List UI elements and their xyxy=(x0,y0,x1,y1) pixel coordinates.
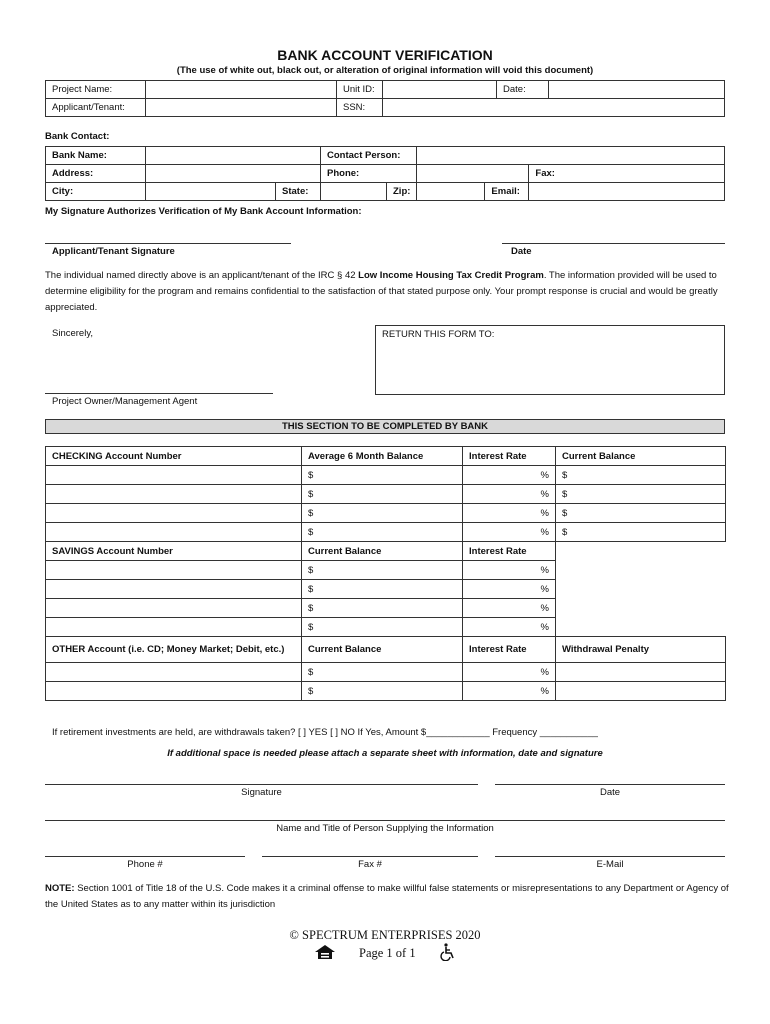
project-owner-label: Project Owner/Management Agent xyxy=(52,396,198,407)
bank-date-line[interactable] xyxy=(495,784,725,785)
bank-signature-line[interactable] xyxy=(45,784,478,785)
applicant-info-table xyxy=(45,80,725,117)
project-name-label: Project Name: xyxy=(46,81,146,99)
state-field[interactable] xyxy=(321,183,387,201)
name-title-label: Name and Title of Person Supplying the Information xyxy=(276,823,494,834)
return-form-label: RETURN THIS FORM TO: xyxy=(382,329,495,340)
wheelchair-icon xyxy=(440,943,456,961)
checking-row xyxy=(46,466,726,485)
owner-signature-line[interactable] xyxy=(45,393,273,394)
checking-avg-balance-field[interactable]: $ xyxy=(302,485,463,504)
paragraph-part2: . The information provided will be used to determine eligibility for the program and remains confidential to the satisfaction of that stated purpose only. Your prompt response is crucial and would be greatly appreciated. xyxy=(45,270,718,313)
ssn-label: SSN: xyxy=(337,99,383,117)
checking-current-balance-field[interactable]: $ xyxy=(556,485,726,504)
checking-interest-field[interactable]: % xyxy=(463,485,556,504)
applicant-date-line[interactable] xyxy=(502,243,725,244)
email-line[interactable] xyxy=(495,856,725,857)
phone-line[interactable] xyxy=(45,856,245,857)
phone-label-bottom: Phone # xyxy=(127,859,163,870)
savings-account-field[interactable] xyxy=(46,618,302,637)
zip-field[interactable] xyxy=(417,183,485,201)
checking-account-field[interactable] xyxy=(46,466,302,485)
checking-header: CHECKING Account Number xyxy=(46,447,302,466)
savings-balance-field[interactable]: $ xyxy=(302,580,463,599)
authorization-text: My Signature Authorizes Verification of My Bank Account Information: xyxy=(45,206,362,217)
savings-blank-area xyxy=(556,542,726,637)
savings-interest-field[interactable]: % xyxy=(463,599,556,618)
other-row xyxy=(46,682,726,701)
additional-space-note: If additional space is needed please attach a separate sheet with information, date and signature xyxy=(167,748,603,759)
checking-interest-header: Interest Rate xyxy=(463,447,556,466)
bank-contact-heading: Bank Contact: xyxy=(45,131,110,142)
name-title-line[interactable] xyxy=(45,820,725,821)
return-form-box[interactable] xyxy=(375,325,725,395)
checking-current-balance-field[interactable]: $ xyxy=(556,504,726,523)
checking-avg-balance-field[interactable]: $ xyxy=(302,504,463,523)
applicant-signature-label: Applicant/Tenant Signature xyxy=(52,246,175,257)
retirement-question: If retirement investments are held, are withdrawals taken? [ ] YES [ ] NO If Yes, Amount $____________ Frequency ___________ xyxy=(52,727,598,738)
phone-label: Phone: xyxy=(321,165,417,183)
savings-balance-field[interactable]: $ xyxy=(302,599,463,618)
applicant-signature-line[interactable] xyxy=(45,243,291,244)
other-withdrawal-penalty-header: Withdrawal Penalty xyxy=(556,637,726,663)
checking-interest-field[interactable]: % xyxy=(463,504,556,523)
program-paragraph xyxy=(45,268,730,316)
sincerely-text: Sincerely, xyxy=(52,328,94,339)
checking-account-field[interactable] xyxy=(46,504,302,523)
savings-account-field[interactable] xyxy=(46,599,302,618)
other-interest-header: Interest Rate xyxy=(463,637,556,663)
fax-label-bottom: Fax # xyxy=(358,859,382,870)
savings-account-field[interactable] xyxy=(46,561,302,580)
checking-account-field[interactable] xyxy=(46,523,302,542)
applicant-date-label: Date xyxy=(511,246,532,257)
other-balance-field[interactable]: $ xyxy=(302,663,463,682)
fax-line[interactable] xyxy=(262,856,478,857)
note-text: Section 1001 of Title 18 of the U.S. Code makes it a criminal offense to make willful false statements or misrepresentations to any Department or Agency of the United States as to any matter within its jurisdiction xyxy=(45,883,729,910)
equal-housing-icon xyxy=(314,944,336,960)
other-balance-field[interactable]: $ xyxy=(302,682,463,701)
other-interest-field[interactable]: % xyxy=(463,682,556,701)
email-field[interactable] xyxy=(529,183,725,201)
checking-current-balance-field[interactable]: $ xyxy=(556,523,726,542)
checking-interest-field[interactable]: % xyxy=(463,466,556,485)
copyright-text: © SPECTRUM ENTERPRISES 2020 xyxy=(289,928,481,942)
bank-accounts-table xyxy=(45,446,726,701)
page-subtitle: (The use of white out, black out, or alteration of original information will void this document) xyxy=(176,65,594,76)
other-account-field[interactable] xyxy=(46,663,302,682)
other-interest-field[interactable]: % xyxy=(463,663,556,682)
other-header: OTHER Account (i.e. CD; Money Market; Debit, etc.) xyxy=(46,637,302,663)
savings-interest-field[interactable]: % xyxy=(463,561,556,580)
bank-section-header: THIS SECTION TO BE COMPLETED BY BANK xyxy=(45,419,725,434)
other-row xyxy=(46,663,726,682)
address-label: Address: xyxy=(46,165,146,183)
checking-interest-field[interactable]: % xyxy=(463,523,556,542)
bank-name-field[interactable] xyxy=(146,147,321,165)
page-title: BANK ACCOUNT VERIFICATION xyxy=(277,47,493,63)
unit-id-label: Unit ID: xyxy=(337,81,383,99)
savings-interest-field[interactable]: % xyxy=(463,618,556,637)
other-penalty-field[interactable] xyxy=(556,663,726,682)
legal-note xyxy=(45,881,730,913)
checking-avg-balance-field[interactable]: $ xyxy=(302,466,463,485)
project-name-field[interactable] xyxy=(146,81,337,99)
zip-label: Zip: xyxy=(387,183,417,201)
checking-avg-balance-field[interactable]: $ xyxy=(302,523,463,542)
savings-interest-header: Interest Rate xyxy=(463,542,556,561)
note-label: NOTE: xyxy=(45,883,75,894)
program-name: Low Income Housing Tax Credit Program xyxy=(358,270,544,281)
checking-account-field[interactable] xyxy=(46,485,302,504)
savings-header: SAVINGS Account Number xyxy=(46,542,302,561)
bank-signature-label: Signature xyxy=(241,787,282,798)
contact-person-label: Contact Person: xyxy=(321,147,417,165)
email-label-bottom: E-Mail xyxy=(596,859,624,870)
savings-balance-field[interactable]: $ xyxy=(302,561,463,580)
fax-label: Fax: xyxy=(529,165,725,183)
bank-name-label: Bank Name: xyxy=(46,147,146,165)
checking-current-balance-header: Current Balance xyxy=(556,447,726,466)
address-field[interactable] xyxy=(146,165,321,183)
other-current-balance-header: Current Balance xyxy=(302,637,463,663)
page-number: Page 1 of 1 xyxy=(359,946,416,960)
checking-row xyxy=(46,523,726,542)
checking-current-balance-field[interactable]: $ xyxy=(556,466,726,485)
savings-balance-field[interactable]: $ xyxy=(302,618,463,637)
savings-interest-field[interactable]: % xyxy=(463,580,556,599)
other-account-field[interactable] xyxy=(46,682,302,701)
contact-person-field[interactable] xyxy=(417,147,725,165)
other-penalty-field[interactable] xyxy=(556,682,726,701)
checking-avg-balance-header: Average 6 Month Balance xyxy=(302,447,463,466)
email-label: Email: xyxy=(485,183,529,201)
checking-row xyxy=(46,485,726,504)
city-field[interactable] xyxy=(146,183,276,201)
bank-date-label: Date xyxy=(599,787,621,798)
unit-id-field[interactable] xyxy=(383,81,497,99)
checking-row xyxy=(46,504,726,523)
date-label: Date: xyxy=(497,81,549,99)
ssn-field[interactable] xyxy=(383,99,725,117)
city-label: City: xyxy=(46,183,146,201)
date-field[interactable] xyxy=(549,81,725,99)
bank-contact-table xyxy=(45,146,725,201)
applicant-tenant-label: Applicant/Tenant: xyxy=(46,99,146,117)
phone-field[interactable] xyxy=(417,165,529,183)
state-label: State: xyxy=(276,183,321,201)
savings-account-field[interactable] xyxy=(46,580,302,599)
savings-current-balance-header: Current Balance xyxy=(302,542,463,561)
paragraph-part1: The individual named directly above is an applicant/tenant of the IRC § 42 xyxy=(45,270,359,281)
applicant-tenant-field[interactable] xyxy=(146,99,337,117)
